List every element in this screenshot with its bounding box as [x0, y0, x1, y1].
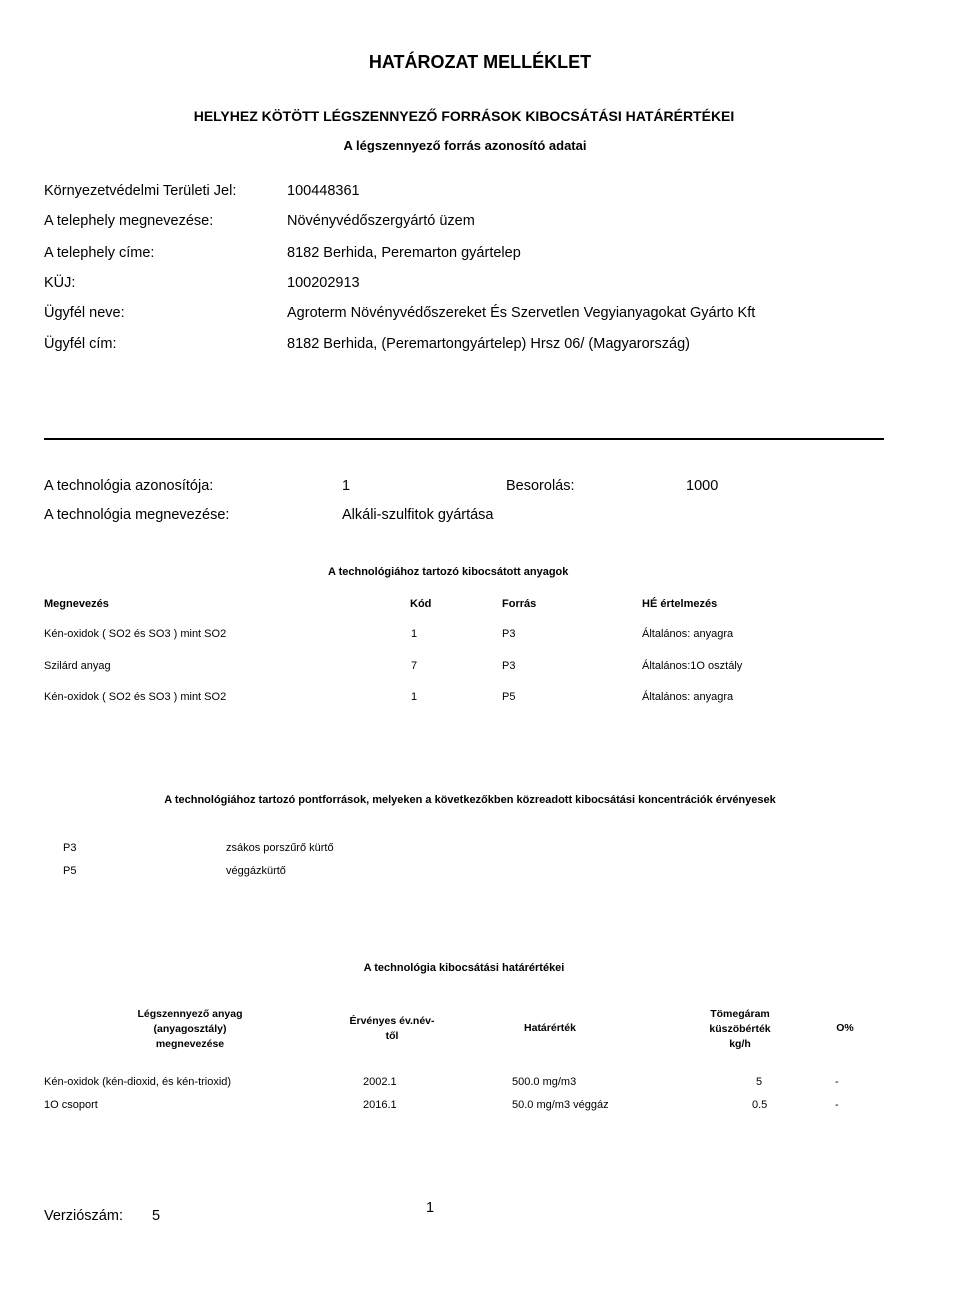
info-value-area-id: 100448361 [287, 183, 360, 199]
point-sources-heading: A technológiához tartozó pontforrások, melyeken a következőkben közreadott kibocsátási koncentrációk érvényesek [164, 794, 776, 806]
cell-valid-from: 2016.1 [363, 1099, 397, 1111]
cell-mass-flow: 5 [756, 1076, 763, 1088]
section-heading-source-data: A légszennyező forrás azonosító adatai [343, 138, 587, 153]
cell-interpretation: Általános: anyagra [642, 691, 734, 703]
info-label-area-id: Környezetvédelmi Területi Jel: [44, 183, 237, 199]
page-subtitle: HELYHEZ KÖTÖTT LÉGSZENNYEZŐ FORRÁSOK KIBOCSÁTÁSI HATÁRÉRTÉKEI [193, 108, 735, 124]
cell-source: P5 [502, 691, 516, 703]
cell-name: Kén-oxidok ( SO2 és SO3 ) mint SO2 [44, 628, 227, 640]
column-header-pollutant: Légszennyező anyag (anyagosztály) megnevezése [137, 1008, 243, 1050]
cell-interpretation: Általános: anyagra [642, 628, 734, 640]
page-title: HATÁROZAT MELLÉKLET [368, 52, 592, 72]
version-label: Verziószám: [44, 1208, 123, 1224]
column-header-code: Kód [410, 598, 432, 610]
cell-valid-from: 2002.1 [363, 1076, 397, 1088]
emitted-substances-heading: A technológiához tartozó kibocsátott anyagok [328, 566, 569, 578]
cell-pollutant: 1O csoport [44, 1099, 98, 1111]
cell-oxygen: - [835, 1076, 839, 1088]
column-header-valid-from: Érvényes év.név- től [349, 1015, 435, 1042]
column-header-oxygen-percent: O% [836, 1022, 854, 1034]
column-header-name: Megnevezés [44, 598, 109, 610]
technology-id-label: A technológia azonosítója: [44, 478, 214, 494]
column-header-source: Forrás [502, 598, 537, 610]
cell-pollutant: Kén-oxidok (kén-dioxid, és kén-trioxid) [44, 1076, 232, 1088]
info-value-site-address: 8182 Berhida, Peremarton gyártelep [287, 245, 521, 261]
cell-source: P3 [502, 660, 516, 672]
column-header-limit-value: Határérték [524, 1022, 576, 1034]
cell-code: 1 [411, 628, 418, 640]
info-value-client-address: 8182 Berhida, (Peremartongyártelep) Hrsz 06/ (Magyarország) [287, 336, 690, 352]
cell-limit-value: 50.0 mg/m3 véggáz [512, 1099, 609, 1111]
technology-class-value: 1000 [686, 478, 719, 494]
section-divider [44, 438, 884, 440]
page-number: 1 [426, 1200, 435, 1216]
cell-code: 1 [411, 691, 418, 703]
info-value-site-name: Növényvédőszergyártó üzem [287, 213, 475, 229]
point-source-code: P3 [63, 842, 77, 854]
column-header-limit-interpretation: HÉ értelmezés [642, 598, 718, 610]
info-label-site-address: A telephely címe: [44, 245, 155, 261]
version-number: 5 [152, 1208, 161, 1224]
info-label-site-name: A telephely megnevezése: [44, 213, 214, 229]
cell-name: Kén-oxidok ( SO2 és SO3 ) mint SO2 [44, 691, 227, 703]
technology-name-value: Alkáli-szulfitok gyártása [342, 507, 494, 523]
info-label-client-address: Ügyfél cím: [44, 336, 117, 352]
cell-code: 7 [411, 660, 418, 672]
cell-mass-flow: 0.5 [752, 1099, 768, 1111]
cell-name: Szilárd anyag [44, 660, 111, 672]
point-source-name: véggázkürtő [226, 865, 286, 877]
info-label-kuj: KÜJ: [44, 275, 76, 291]
point-source-name: zsákos porszűrő kürtő [226, 842, 334, 854]
technology-id-value: 1 [342, 478, 351, 494]
info-value-kuj: 100202913 [287, 275, 360, 291]
technology-name-label: A technológia megnevezése: [44, 507, 230, 523]
cell-source: P3 [502, 628, 516, 640]
info-label-client-name: Ügyfél neve: [44, 305, 125, 321]
point-source-code: P5 [63, 865, 77, 877]
cell-interpretation: Általános:1O osztály [642, 660, 743, 672]
cell-limit-value: 500.0 mg/m3 [512, 1076, 577, 1088]
cell-oxygen: - [835, 1099, 839, 1111]
info-value-client-name: Agroterm Növényvédőszereket És Szervetlen Vegyianyagokat Gyárto Kft [287, 305, 756, 321]
technology-class-label: Besorolás: [506, 478, 575, 494]
column-header-mass-flow-threshold: Tömegáram küszöbérték kg/h [709, 1008, 771, 1050]
emission-limits-heading: A technológia kibocsátási határértékei [363, 962, 565, 974]
